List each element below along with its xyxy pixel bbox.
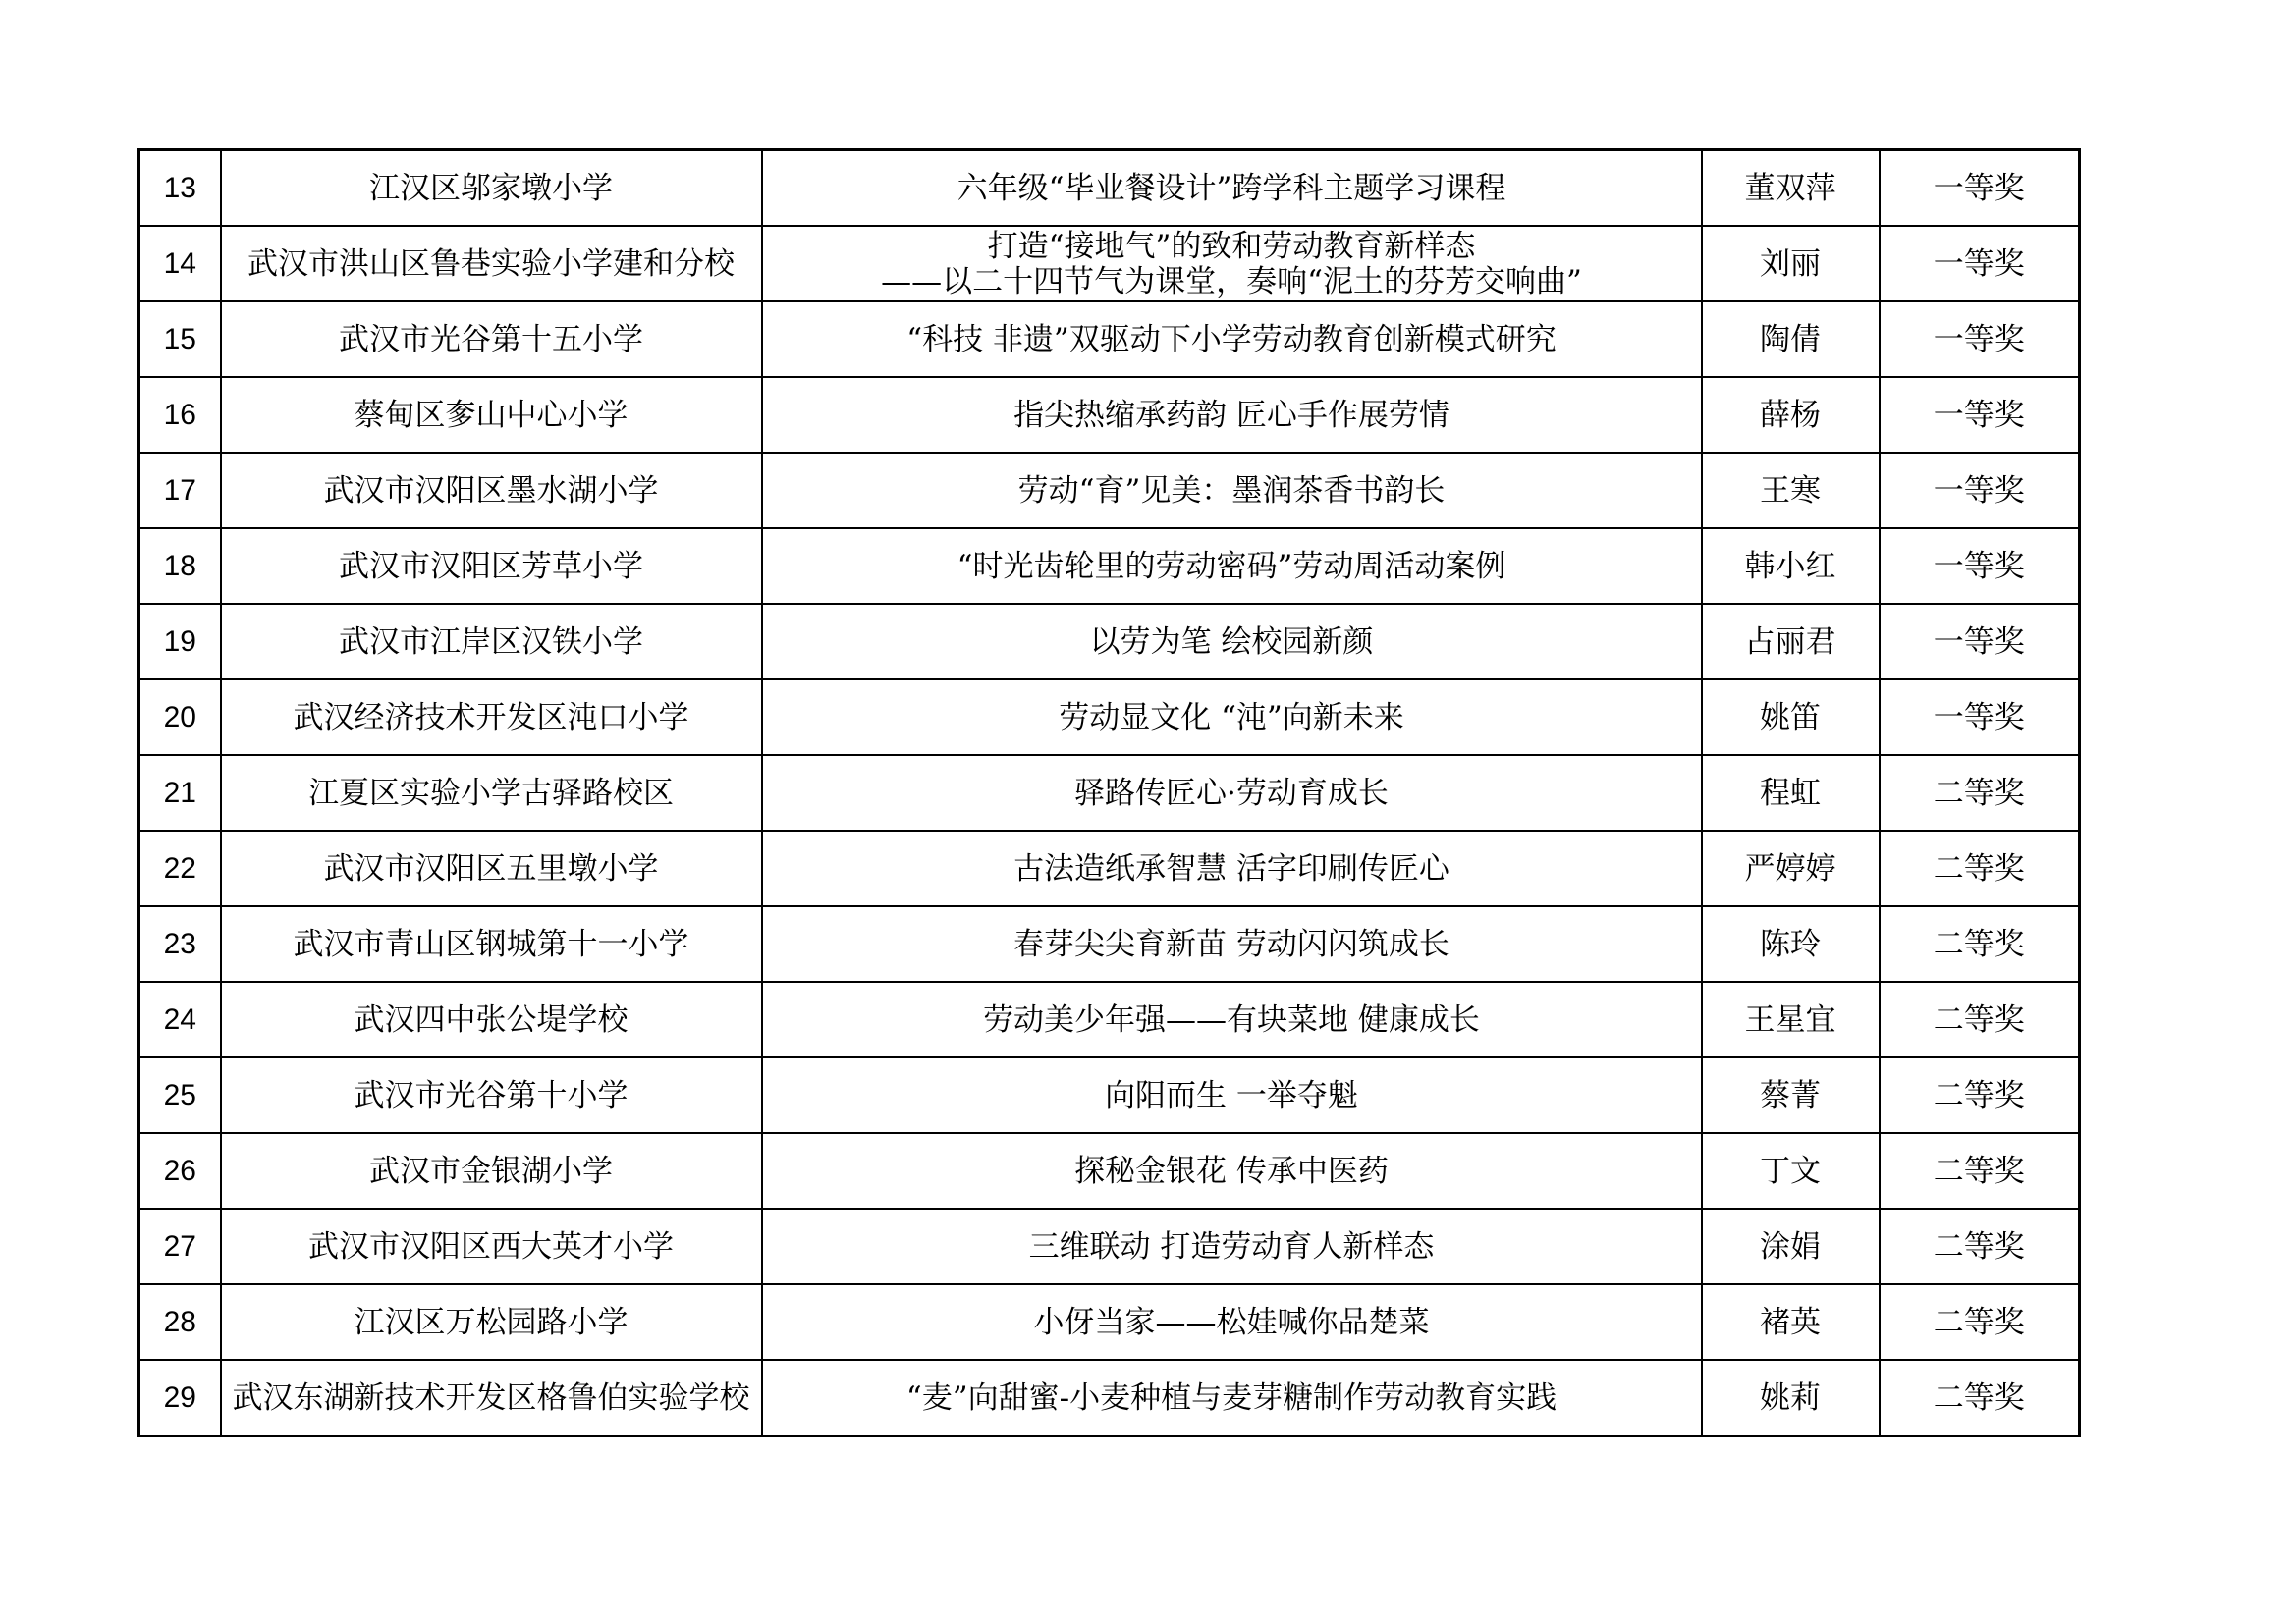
table-row [139,679,2080,755]
project-title-line: 以劳为笔 绘校园新颜 [1089,623,1374,660]
author-name-cell: 占丽君 [1702,604,1880,679]
author-name-cell: 褚英 [1702,1284,1880,1360]
row-number-cell: 14 [139,226,221,301]
author-name-cell: 薛杨 [1702,377,1880,453]
school-name-cell: 武汉市汉阳区五里墩小学 [221,831,762,906]
project-title-line: 向阳而生 一举夺魁 [1105,1077,1358,1113]
author-name-cell: 程虹 [1702,755,1880,831]
school-name-cell: 武汉市汉阳区西大英才小学 [221,1209,762,1284]
author-name-cell: 姚莉 [1702,1360,1880,1436]
award-level-cell: 一等奖 [1880,604,2080,679]
author-name-cell: 陈玲 [1702,906,1880,982]
award-level-cell: 一等奖 [1880,528,2080,604]
row-number-cell: 19 [139,604,221,679]
award-level-cell: 一等奖 [1880,150,2080,227]
author-name-cell: 王寒 [1702,453,1880,528]
award-level-cell: 二等奖 [1880,1057,2080,1133]
award-level-cell: 二等奖 [1880,906,2080,982]
table-row [139,1133,2080,1209]
award-level-cell: 二等奖 [1880,831,2080,906]
project-title-line: 指尖热缩承药韵 匠心手作展劳情 [1013,397,1449,433]
row-number-cell: 23 [139,906,221,982]
row-number-cell: 15 [139,301,221,377]
school-name-cell: 武汉市金银湖小学 [221,1133,762,1209]
project-title-cell [762,453,1702,528]
school-name-cell: 蔡甸区奓山中心小学 [221,377,762,453]
row-number-cell: 13 [139,150,221,227]
school-name-cell: 武汉市光谷第十五小学 [221,301,762,377]
table-row [139,1284,2080,1360]
project-title-line: 打造“接地气”的致和劳动教育新样态 [987,228,1476,264]
project-title-cell [762,755,1702,831]
table-row [139,301,2080,377]
table-row [139,831,2080,906]
table-row [139,604,2080,679]
project-title-line: 驿路传匠心·劳动育成长 [1074,775,1389,811]
table-row [139,150,2080,227]
project-title-line: “科技 非遗”双驱动下小学劳动教育创新模式研究 [906,321,1557,357]
row-number-cell: 16 [139,377,221,453]
project-title-line: 小伢当家——松娃喊你品楚菜 [1033,1304,1430,1340]
author-name-cell: 董双萍 [1702,150,1880,227]
school-name-cell: 武汉市汉阳区墨水湖小学 [221,453,762,528]
row-number-cell: 20 [139,679,221,755]
award-level-cell: 一等奖 [1880,453,2080,528]
project-title-cell [762,377,1702,453]
project-title-line: 春芽尖尖育新苗 劳动闪闪筑成长 [1013,926,1449,962]
author-name-cell: 涂娟 [1702,1209,1880,1284]
school-name-cell: 武汉经济技术开发区沌口小学 [221,679,762,755]
project-title-cell [762,604,1702,679]
school-name-cell: 江汉区邬家墩小学 [221,150,762,227]
award-level-cell: 二等奖 [1880,1284,2080,1360]
award-level-cell: 二等奖 [1880,1360,2080,1436]
school-name-cell: 武汉东湖新技术开发区格鲁伯实验学校 [221,1360,762,1436]
project-title-line: “麦”向甜蜜-小麦种植与麦芽糖制作劳动教育实践 [905,1380,1558,1416]
project-title-cell [762,301,1702,377]
table-row [139,1057,2080,1133]
row-number-cell: 22 [139,831,221,906]
project-title-cell [762,1360,1702,1436]
row-number-cell: 27 [139,1209,221,1284]
project-title-cell [762,1133,1702,1209]
row-number-cell: 28 [139,1284,221,1360]
author-name-cell: 韩小红 [1702,528,1880,604]
award-level-cell: 一等奖 [1880,226,2080,301]
school-name-cell: 武汉市洪山区鲁巷实验小学建和分校 [221,226,762,301]
project-title-line: 探秘金银花 传承中医药 [1074,1153,1389,1189]
author-name-cell: 严婷婷 [1702,831,1880,906]
school-name-cell: 江夏区实验小学古驿路校区 [221,755,762,831]
project-title-cell [762,226,1702,301]
project-title-line: 三维联动 打造劳动育人新样态 [1028,1228,1435,1265]
school-name-cell: 江汉区万松园路小学 [221,1284,762,1360]
author-name-cell: 姚笛 [1702,679,1880,755]
award-level-cell: 二等奖 [1880,1209,2080,1284]
school-name-cell: 武汉四中张公堤学校 [221,982,762,1057]
award-level-cell: 二等奖 [1880,982,2080,1057]
table-row [139,453,2080,528]
project-title-cell [762,1057,1702,1133]
project-title-line: 劳动显文化 “沌”向新未来 [1059,699,1404,735]
row-number-cell: 21 [139,755,221,831]
row-number-cell: 24 [139,982,221,1057]
project-title-cell [762,528,1702,604]
row-number-cell: 17 [139,453,221,528]
table-row [139,1360,2080,1436]
award-level-cell: 二等奖 [1880,755,2080,831]
table-row [139,226,2080,301]
project-title-line: 劳动“育”见美：墨润茶香书韵长 [1017,472,1446,509]
project-title-cell [762,906,1702,982]
project-title-line: “时光齿轮里的劳动密码”劳动周活动案例 [957,548,1506,584]
project-title-cell [762,1284,1702,1360]
award-level-cell: 一等奖 [1880,679,2080,755]
project-title-line: 古法造纸承智慧 活字印刷传匠心 [1013,850,1449,887]
award-table-body [139,150,2080,1436]
project-title-cell [762,1209,1702,1284]
school-name-cell: 武汉市江岸区汉铁小学 [221,604,762,679]
author-name-cell: 陶倩 [1702,301,1880,377]
row-number-cell: 25 [139,1057,221,1133]
project-title-cell [762,679,1702,755]
table-row [139,755,2080,831]
table-row [139,377,2080,453]
project-title-cell [762,150,1702,227]
table-row [139,906,2080,982]
award-level-cell: 一等奖 [1880,301,2080,377]
row-number-cell: 29 [139,1360,221,1436]
project-title-cell [762,831,1702,906]
school-name-cell: 武汉市青山区钢城第十一小学 [221,906,762,982]
author-name-cell: 刘丽 [1702,226,1880,301]
row-number-cell: 26 [139,1133,221,1209]
author-name-cell: 蔡菁 [1702,1057,1880,1133]
award-level-cell: 二等奖 [1880,1133,2080,1209]
award-table [137,148,2081,1437]
table-row [139,982,2080,1057]
table-row [139,528,2080,604]
project-title-cell [762,982,1702,1057]
project-title-line: 六年级“毕业餐设计”跨学科主题学习课程 [957,170,1506,206]
school-name-cell: 武汉市汉阳区芳草小学 [221,528,762,604]
author-name-cell: 丁文 [1702,1133,1880,1209]
project-title-line: ——以二十四节气为课堂，奏响“泥土的芬芳交响曲” [881,263,1582,299]
row-number-cell: 18 [139,528,221,604]
school-name-cell: 武汉市光谷第十小学 [221,1057,762,1133]
author-name-cell: 王星宜 [1702,982,1880,1057]
award-level-cell: 一等奖 [1880,377,2080,453]
table-row [139,1209,2080,1284]
project-title-line: 劳动美少年强——有块菜地 健康成长 [983,1001,1480,1038]
